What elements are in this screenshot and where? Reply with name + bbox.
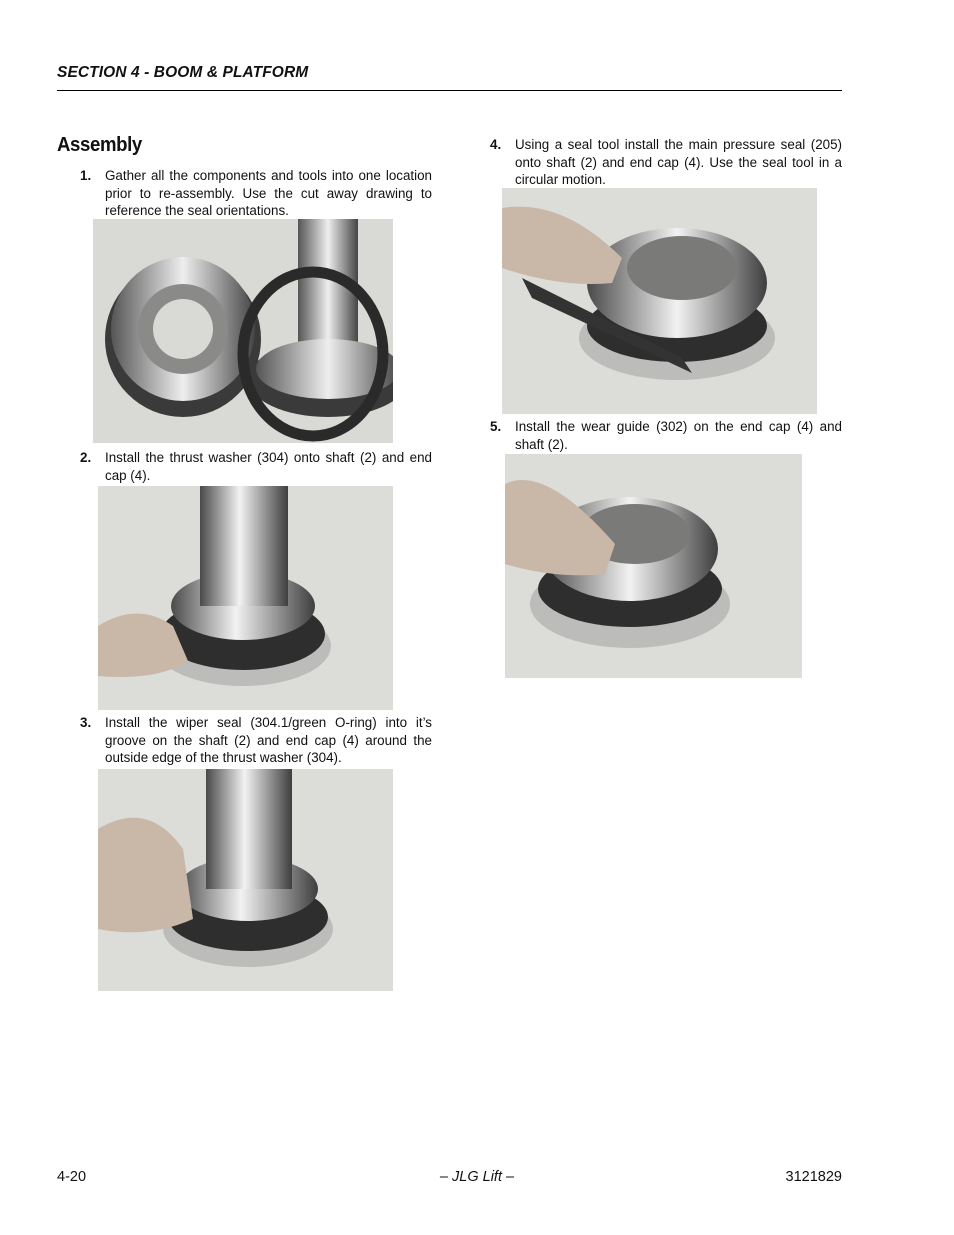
thrust-washer-image <box>98 486 393 710</box>
wiper-seal-photo <box>98 769 393 991</box>
step-4 <box>490 136 842 189</box>
step-number: 2. <box>80 450 92 465</box>
section-title: SECTION 4 - BOOM & PLATFORM <box>57 64 309 81</box>
step-3 <box>80 714 432 767</box>
step-1 <box>80 167 432 220</box>
step-text: Install the thrust washer (304) onto shaft (2) and end cap (4). <box>105 450 432 483</box>
wear-guide-photo <box>505 454 802 678</box>
step-number: 4. <box>490 137 502 152</box>
step-2 <box>80 449 432 484</box>
step-5 <box>490 418 842 453</box>
step-number: 1. <box>80 168 92 183</box>
section-header <box>57 64 842 91</box>
step-text: Using a seal tool install the main pressure seal (205) onto shaft (2) and end cap (4). Use the seal tool in a circular motion. <box>515 137 842 187</box>
pressure-seal-photo <box>502 188 817 414</box>
document-number: 3121829 <box>785 1169 842 1185</box>
step-number: 3. <box>80 715 92 730</box>
page-number: 4-20 <box>57 1169 87 1185</box>
page-title: Assembly <box>57 134 142 156</box>
step-number: 5. <box>490 419 502 434</box>
step-text: Gather all the components and tools into one location prior to re-assembly. Use the cut away drawing to reference the seal orientations. <box>105 168 432 218</box>
components-photo <box>93 219 393 443</box>
step-text: Install the wear guide (302) on the end cap (4) and shaft (2). <box>515 419 842 452</box>
step-text: Install the wiper seal (304.1/green O-ring) into it’s groove on the shaft (2) and end cap (4) around the outside edge of the thrust washer (304). <box>105 715 432 765</box>
footer-title: – JLG Lift – <box>439 1169 515 1185</box>
thrust-washer-photo <box>98 486 393 710</box>
wear-guide-image <box>505 454 802 678</box>
components-image <box>93 219 393 443</box>
pressure-seal-image <box>502 188 817 414</box>
wiper-seal-image <box>98 769 393 991</box>
